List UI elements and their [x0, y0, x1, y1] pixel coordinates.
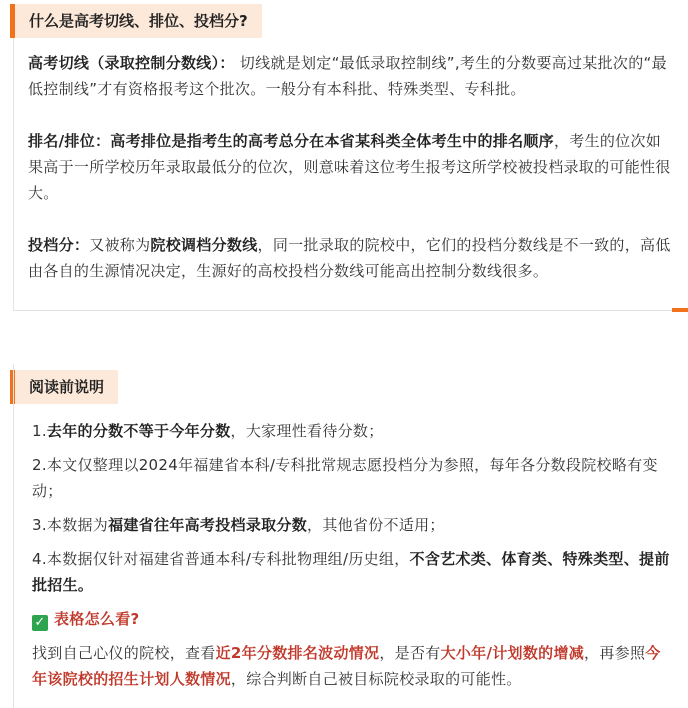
cutoff-term: 高考切线（录取控制分数线）： [28, 54, 235, 72]
howto-text: ，再参照 [584, 644, 646, 662]
note-text: 3.本数据为 [32, 516, 109, 534]
note-item-4 [32, 546, 674, 598]
note-text: ，其他省份不适用； [307, 516, 445, 534]
rank-text: ，考生的位次如果高于一所学校历年录取最低分的位次，则意味着这位考生报考这所学校被投档录取的可能性很大。 [28, 132, 671, 202]
note-bold: 不含艺术类、体育类、特殊类型、提前批招生。 [32, 550, 670, 594]
cutoff-paragraph [28, 50, 674, 102]
admission-t2: ，同一批录取的院校中，它们的投档分数线是不一致的，高低由各自的生源情况决定，生源好的高校投档分数线可能高出控制分数线很多。 [28, 236, 671, 280]
howto-highlight: 近2年分数排名波动情况 [215, 644, 380, 662]
rank-term: 排名/排位： [28, 132, 111, 150]
howto-paragraph [32, 640, 674, 692]
howto-highlight: 大小年/计划数的增减 [440, 644, 585, 662]
rank-bold: 高考排位是指考生的高考总分在本省某科类全体考生中的排名顺序 [110, 132, 554, 150]
definitions-section [0, 0, 688, 320]
note-item-1 [32, 418, 674, 444]
cutoff-text: 切线就是划定“最低录取控制线”,考生的分数要高过某批次的“最低控制线”才有资格报考这个批次。一般分有本科批、特殊类型、专科批。 [28, 54, 667, 98]
section-tag-text: 阅读前说明 [29, 378, 105, 396]
note-text: 2.本文仅整理以2024年福建省本科/专科批常规志愿投档分为参照，每年各分数段院校略有变动； [32, 456, 658, 500]
howto-text: ，综合判断自己被目标院校录取的可能性。 [230, 670, 522, 688]
section-tag-text: 什么是高考切线、排位、投档分? [29, 12, 248, 30]
check-icon: ✓ [32, 615, 48, 631]
note-text: ，大家理性看待分数； [230, 422, 384, 440]
howto-text: ，是否有 [379, 644, 441, 662]
corner-accent [672, 308, 688, 312]
note-item-2 [32, 452, 674, 504]
howto-text: 找到自己心仪的院校，查看 [32, 644, 216, 662]
reading-notes-section [0, 364, 688, 708]
section-tag-definitions [10, 4, 262, 38]
howto-title: 表格怎么看? [54, 610, 140, 628]
rank-paragraph [28, 128, 674, 206]
admission-t1: 又被称为 [89, 236, 151, 254]
note-bold: 福建省往年高考投档录取分数 [108, 516, 308, 534]
admission-score-paragraph [28, 232, 674, 284]
admission-bold: 院校调档分数线 [150, 236, 258, 254]
notes-box [13, 364, 688, 708]
howto-highlight: 今年该院校的招生计划人数情况 [32, 644, 661, 688]
note-bold: 去年的分数不等于今年分数 [46, 422, 231, 440]
note-item-3 [32, 512, 674, 538]
definitions-box [13, 38, 688, 311]
howto-heading [32, 606, 674, 632]
note-number: 1. [32, 422, 47, 440]
admission-term: 投档分： [28, 236, 90, 254]
note-text: 4.本数据仅针对福建省普通本科/专科批物理组/历史组， [32, 550, 410, 568]
